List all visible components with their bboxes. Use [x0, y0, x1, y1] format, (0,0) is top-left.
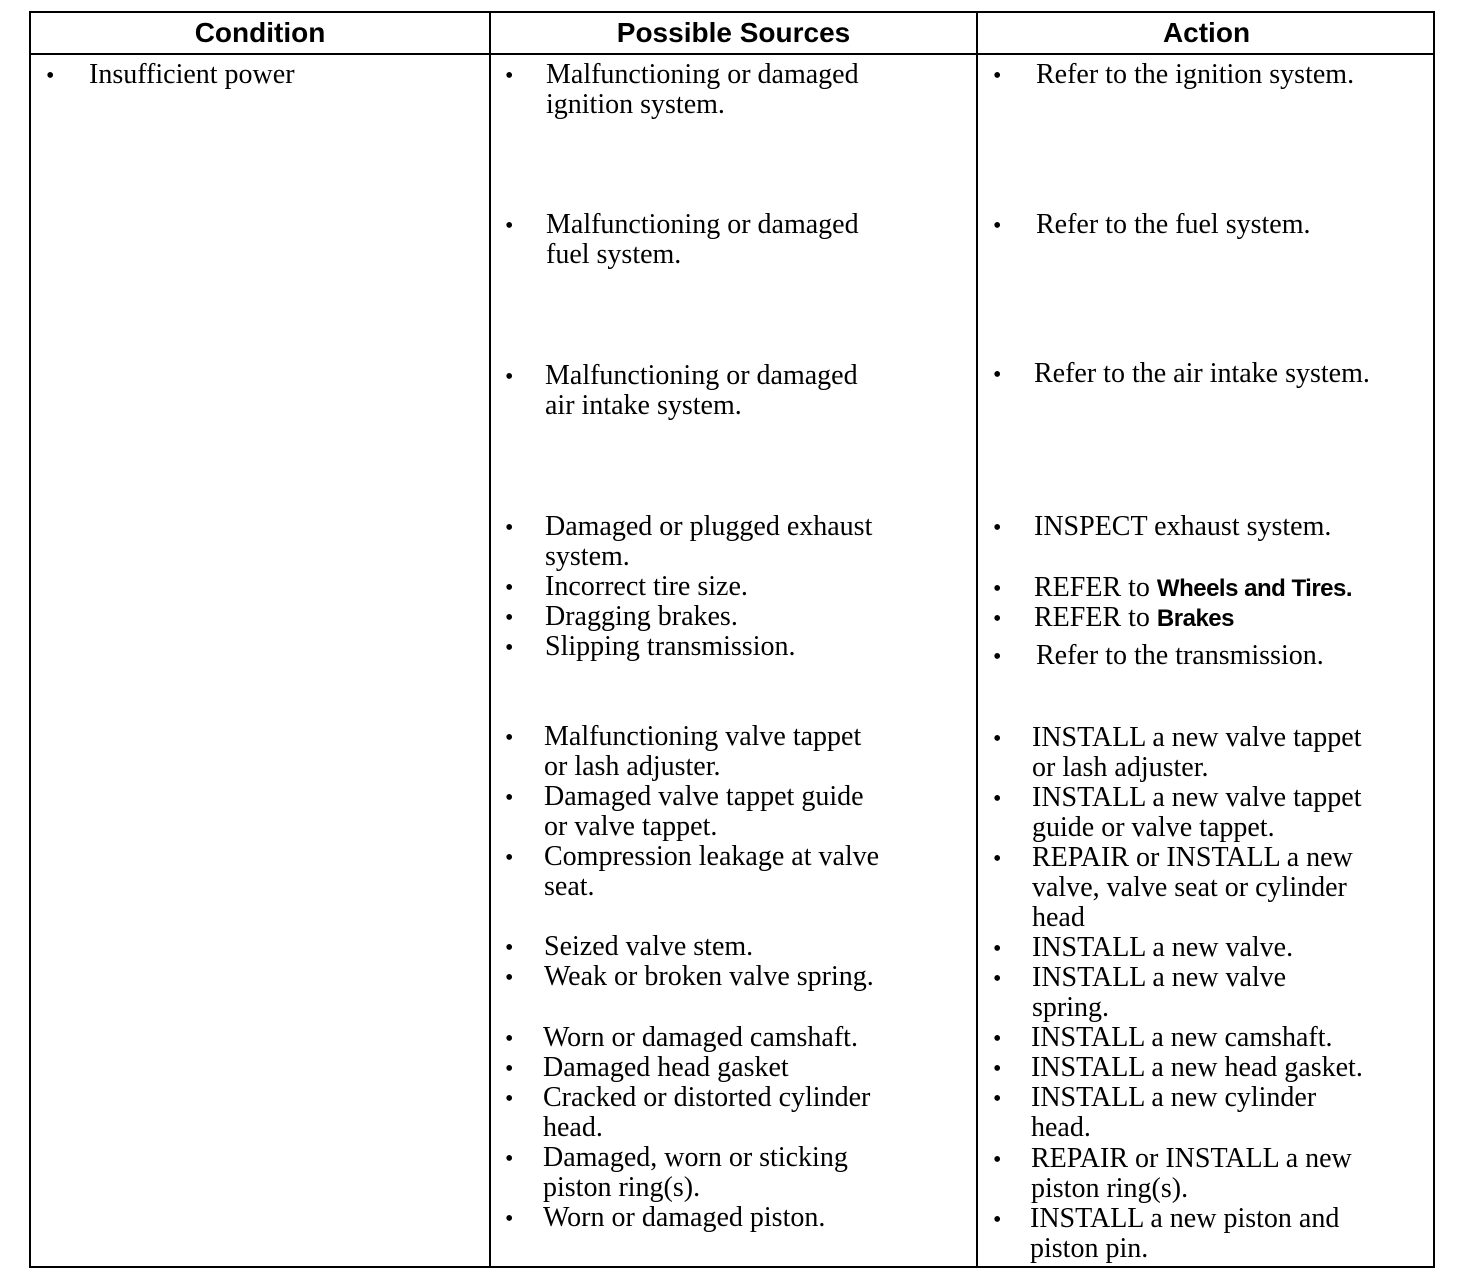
header-possible-sources: Possible Sources [616, 17, 851, 48]
bullet-icon: • [505, 63, 514, 89]
bullet-icon: • [993, 644, 1002, 670]
source-piston-ring-line1: Damaged, worn or sticking [543, 1142, 848, 1173]
bullet-icon: • [993, 786, 1002, 812]
bullet-icon: • [505, 515, 514, 541]
action-head-gasket: INSTALL a new head gasket. [1031, 1052, 1363, 1083]
bullet-icon: • [993, 846, 1002, 872]
bullet-icon: • [993, 576, 1002, 602]
bullet-icon: • [993, 1147, 1002, 1173]
source-slipping-transmission: Slipping transmission. [545, 631, 796, 662]
bullet-icon: • [505, 785, 514, 811]
bullet-icon: • [505, 1086, 514, 1112]
source-piston: Worn or damaged piston. [543, 1202, 826, 1233]
header-action: Action [1162, 17, 1251, 48]
bullet-icon: • [505, 575, 514, 601]
source-tappet-line2: or lash adjuster. [544, 751, 721, 782]
action-wheels [1034, 573, 1352, 604]
action-valve-spring-line1: INSTALL a new valve [1032, 962, 1287, 993]
bullet-icon: • [505, 725, 514, 751]
source-fuel-line1: Malfunctioning or damaged [546, 209, 859, 240]
action-valve-seat-line3: head [1032, 902, 1085, 933]
condition-text: Insufficient power [89, 59, 295, 90]
source-tappet-guide-line1: Damaged valve tappet guide [544, 781, 864, 812]
action-cylinder-head-line2: head. [1031, 1112, 1091, 1143]
bullet-icon: • [505, 605, 514, 631]
action-brakes [1034, 603, 1234, 634]
action-wheels-prefix: REFER to [1034, 572, 1150, 603]
action-camshaft: INSTALL a new camshaft. [1031, 1022, 1333, 1053]
action-valve-seat-line1: REPAIR or INSTALL a new [1032, 842, 1353, 873]
action-tappet-line1: INSTALL a new valve tappet [1032, 722, 1362, 753]
source-ignition-line1: Malfunctioning or damaged [546, 59, 859, 90]
action-cylinder-head-line1: INSTALL a new cylinder [1031, 1082, 1317, 1113]
action-tappet-line2: or lash adjuster. [1032, 752, 1209, 783]
bullet-icon: • [993, 63, 1002, 89]
action-tappet-guide-line2: guide or valve tappet. [1032, 812, 1275, 843]
action-transmission: Refer to the transmission. [1036, 640, 1324, 671]
brakes-reference: Brakes [1156, 605, 1234, 632]
action-ignition: Refer to the ignition system. [1036, 59, 1355, 90]
bullet-icon: • [993, 726, 1002, 752]
bullet-icon: • [505, 965, 514, 991]
troubleshooting-table [29, 11, 1435, 1268]
source-dragging-brakes: Dragging brakes. [545, 601, 738, 632]
bullet-icon: • [505, 635, 514, 661]
bullet-icon: • [993, 515, 1002, 541]
action-exhaust: INSPECT exhaust system. [1034, 511, 1332, 542]
source-air-line2: air intake system. [545, 390, 742, 421]
header-condition: Condition [194, 17, 326, 48]
bullet-icon: • [505, 1056, 514, 1082]
bullet-icon: • [993, 606, 1002, 632]
bullet-icon: • [505, 364, 514, 390]
source-piston-ring-line2: piston ring(s). [543, 1172, 701, 1203]
bullet-icon: • [993, 966, 1002, 992]
source-tappet-guide-line2: or valve tappet. [544, 811, 718, 842]
action-valve-seat-line2: valve, valve seat or cylinder [1032, 872, 1347, 903]
action-brakes-prefix: REFER to [1034, 602, 1150, 633]
source-exhaust-line1: Damaged or plugged exhaust [545, 511, 873, 542]
source-tire-size: Incorrect tire size. [545, 571, 748, 602]
bullet-icon: • [505, 1146, 514, 1172]
source-exhaust-line2: system. [545, 541, 630, 572]
bullet-icon: • [993, 1056, 1002, 1082]
source-compression-line1: Compression leakage at valve [544, 841, 880, 872]
bullet-icon: • [505, 935, 514, 961]
action-piston-ring-line2: piston ring(s). [1031, 1173, 1189, 1204]
wheels-and-tires-reference: Wheels and Tires. [1156, 575, 1353, 602]
header-divider [31, 53, 1433, 55]
bullet-icon: • [993, 1026, 1002, 1052]
source-cylinder-head-line2: head. [543, 1112, 603, 1143]
action-fuel: Refer to the fuel system. [1036, 209, 1311, 240]
action-air: Refer to the air intake system. [1034, 358, 1370, 389]
source-valve-spring: Weak or broken valve spring. [544, 961, 874, 992]
source-head-gasket: Damaged head gasket [543, 1052, 789, 1083]
source-air-line1: Malfunctioning or damaged [545, 360, 858, 391]
action-valve-spring-line2: spring. [1032, 992, 1109, 1023]
source-ignition-line2: ignition system. [546, 89, 725, 120]
source-fuel-line2: fuel system. [546, 239, 682, 270]
bullet-icon: • [993, 213, 1002, 239]
bullet-icon: • [505, 1206, 514, 1232]
source-camshaft: Worn or damaged camshaft. [543, 1022, 858, 1053]
action-piston-ring-line1: REPAIR or INSTALL a new [1031, 1143, 1352, 1174]
bullet-icon: • [505, 845, 514, 871]
source-cylinder-head-line1: Cracked or distorted cylinder [543, 1082, 871, 1113]
source-tappet-line1: Malfunctioning valve tappet [544, 721, 862, 752]
action-valve: INSTALL a new valve. [1032, 932, 1294, 963]
bullet-icon: • [505, 213, 514, 239]
column-divider-1 [489, 13, 491, 1266]
bullet-icon: • [46, 63, 55, 89]
source-seized-stem: Seized valve stem. [544, 931, 754, 962]
action-piston-line1: INSTALL a new piston and [1030, 1203, 1340, 1234]
action-piston-line2: piston pin. [1030, 1233, 1149, 1264]
bullet-icon: • [993, 362, 1002, 388]
column-divider-2 [976, 13, 978, 1266]
source-compression-line2: seat. [544, 871, 595, 902]
bullet-icon: • [993, 1086, 1002, 1112]
action-tappet-guide-line1: INSTALL a new valve tappet [1032, 782, 1362, 813]
bullet-icon: • [993, 936, 1002, 962]
bullet-icon: • [993, 1207, 1002, 1233]
bullet-icon: • [505, 1026, 514, 1052]
